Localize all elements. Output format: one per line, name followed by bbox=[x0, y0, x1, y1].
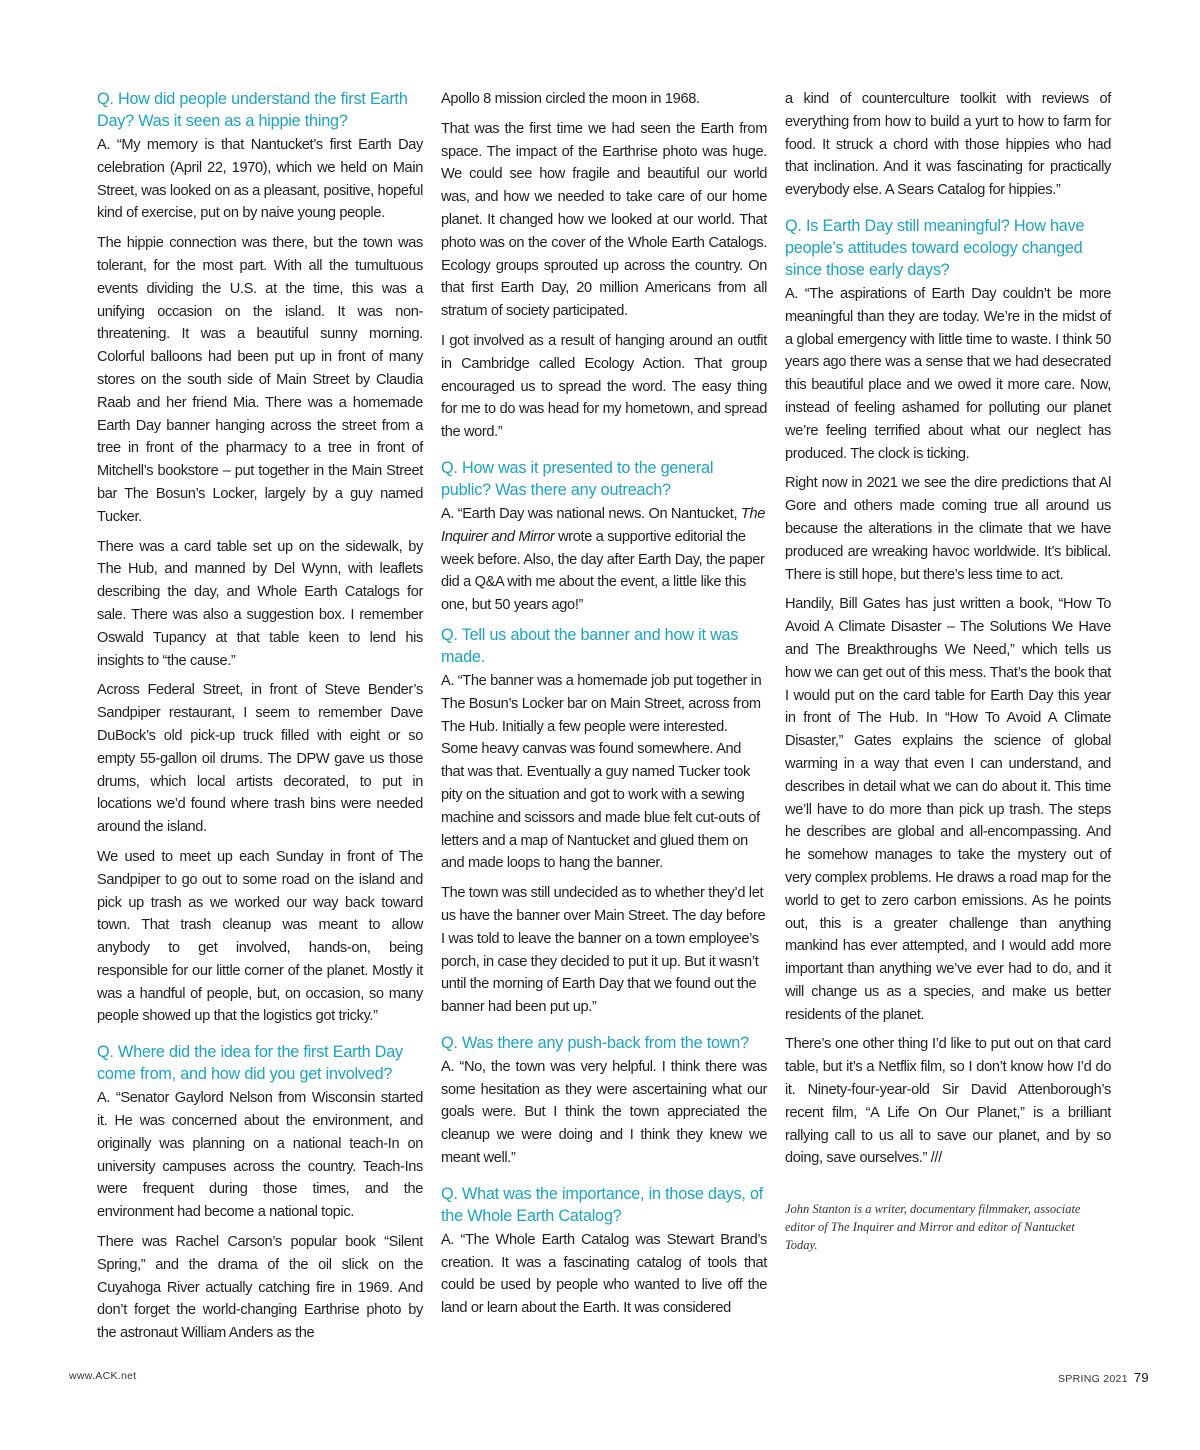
body-paragraph: There’s one other thing I’d like to put out on that card table, but it’s a Netflix film, so I don’t know how I’d do it. Ninety-four-year-old Sir David Attenborough’s recent film, “A Life On Our Planet,” is a brilliant rallying call to us all to save our planet, and by so doing, save ourselves.” /// bbox=[785, 1036, 1111, 1167]
body-paragraph: Apollo 8 mission circled the moon in 1968. bbox=[441, 91, 700, 107]
answer-text: A. “Earth Day was national news. On Nantucket, bbox=[441, 505, 741, 522]
article-column-1 bbox=[97, 88, 423, 1352]
footer-website: www.ACK.net bbox=[69, 1370, 137, 1382]
answer-paragraph: A. “The Whole Earth Catalog was Stewart Brand’s creation. It was a fascinating catalog of tools that could be used by people who wanted to live off the land or learn about the Earth. It was considered bbox=[441, 1231, 767, 1317]
body-paragraph: Right now in 2021 we see the dire predictions that Al Gore and others made coming true all around us because the alterations in the climate that we have produced are wreaking havoc worldwide. It’s biblical. There is still hope, but there’s less time to act. bbox=[785, 475, 1111, 583]
answer-paragraph: A. “The banner was a homemade job put together in The Bosun’s Locker bar on Main Street, across from The Hub. Initially a few people were interested. Some heavy canvas was found somewhere. And that was that. Eventually a guy named Tucker took pity on the situation and got to work with a sewing machine and scissors and made blue felt cut-outs of letters and a map of Nantucket and glued them on and made loops to hang the banner. bbox=[441, 672, 762, 872]
article-column-3 bbox=[785, 88, 1111, 1254]
page-number: 79 bbox=[1133, 1370, 1149, 1385]
body-paragraph: There was Rachel Carson’s popular book “Silent Spring,” and the drama of the oil slick on the Cuyahoga River actually catching fire in 1969. And don’t forget the world-changing Earthrise photo by the astronaut William Anders as the bbox=[97, 1234, 423, 1342]
question-heading: Q. How did people understand the first Earth Day? Was it seen as a hippie thing? bbox=[97, 90, 408, 130]
body-paragraph: There was a card table set up on the sidewalk, by The Hub, and manned by Del Wynn, with leaflets describing the day, and Whole Earth Catalogs for sale. There was also a suggestion box. I remember Oswald Tupancy at that table keen to lend his insights to “the cause.” bbox=[97, 538, 423, 669]
body-paragraph: Handily, Bill Gates has just written a book, “How To Avoid A Climate Disaster – The Solutions We Have and The Breakthroughs We Need,” which tells us how we can get out of this mess. That’s the book that I would put on the card table for Earth Day this year in front of The Hub. In “How To Avoid A Climate Disaster,” Gates explains the science of global warming in a way that even I can understand, and describes in detail what we can do about it. This time we’ll have to do more than pick up trash. The steps he describes are global and all-encompassing. And he somehow manages to take the mystery out of very complex problems. He draws a road map for the world to get to zero carbon emissions. As he points out, this is a greater challenge than anything mankind has ever attempted, and I would add more important than anything we’ve ever had to do, and it will change us as a species, and make us better residents of the planet. bbox=[785, 596, 1111, 1023]
answer-paragraph: A. “Senator Gaylord Nelson from Wisconsin started it. He was concerned about the environment, and originally was planning on a national teach-In on university campuses across the country. Teach-Ins were frequent during those times, and the environment had become a national topic. bbox=[97, 1090, 423, 1221]
body-paragraph: We used to meet up each Sunday in front of The Sandpiper to go out to some road on the island and pick up trash as we worked our way back toward town. That trash cleanup was meant to allow anybody to get involved, hands-on, being responsible for our little corner of the planet. Mostly it was a handful of people, but, on occasion, so many people showed up that the logistics got tricky.” bbox=[97, 848, 423, 1025]
article-column-2 bbox=[441, 88, 767, 1327]
publication-title: The Inquirer and Mirror bbox=[441, 505, 766, 545]
body-paragraph: Across Federal Street, in front of Steve Bender’s Sandpiper restaurant, I seem to remember Dave DuBock’s old pick-up truck filled with eight or so empty 55-gallon oil drums. The DPW gave us those drums, which local artists decorated, to put in locations we’d found where trash bins were needed around the island. bbox=[97, 682, 423, 836]
question-heading: Q. Where did the idea for the first Earth Day come from, and how did you get involved? bbox=[97, 1043, 403, 1084]
answer-paragraph: A. “The aspirations of Earth Day couldn’t be more meaningful than they are today. We’re in the midst of a global emergency with little time to waste. I think 50 years ago there was a sense that we had desecrated this beautiful place and we owed it more care. Now, instead of feeling ashamed for polluting our planet we’re feeling terrified about what our neglect has produced. The clock is ticking. bbox=[785, 285, 1111, 462]
body-paragraph: The town was still undecided as to whether they’d let us have the banner over Main Street. The day before I was told to leave the banner on a town employee’s porch, in case they decided to put it up. But it wasn’t until the morning of Earth Day that we found out the banner had been put up.” bbox=[441, 885, 766, 1016]
body-paragraph: a kind of counterculture toolkit with reviews of everything from how to build a yurt to how to farm for food. It struck a chord with those hippies who had that inclination. And it was fascinating for practically everybody else. A Sears Catalog for hippies.” bbox=[785, 91, 1111, 199]
footer-page-info bbox=[1058, 1370, 1149, 1385]
answer-paragraph: A. “No, the town was very helpful. I think there was some hesitation as they were ascertaining what our goals were. But I think the town appreciated the cleanup we were doing and I think they knew we meant well.” bbox=[441, 1058, 767, 1167]
body-paragraph: I got involved as a result of hanging around an outfit in Cambridge called Ecology Action. That group encouraged us to spread the word. The easy thing for me to do was head for my hometown, and spread the word.” bbox=[441, 332, 767, 441]
question-heading: Q. Is Earth Day still meaningful? How have people’s attitudes toward ecology changed since those early days? bbox=[785, 216, 1085, 279]
question-heading: Q. How was it presented to the general public? Was there any outreach? bbox=[441, 458, 714, 499]
body-paragraph: That was the first time we had seen the Earth from space. The impact of the Earthrise photo was huge. We could see how fragile and beautiful our world was, and how we needed to take care of our home planet. It changed how we looked at our world. That photo was on the cover of the Whole Earth Catalogs. Ecology groups sprouted up across the country. On that first Earth Day, 20 million Americans from all stratum of society participated. bbox=[441, 120, 767, 320]
answer-paragraph bbox=[441, 503, 767, 617]
author-bio: John Stanton is a writer, documentary filmmaker, associate editor of The Inquirer and Mirror and editor of Nantucket Today. bbox=[785, 1202, 1081, 1253]
answer-text: wrote a supportive editorial the week before. Also, the day after Earth Day, the paper did a Q&A with me about the event, a little like this one, but 50 years ago!” bbox=[441, 528, 765, 614]
body-paragraph: The hippie connection was there, but the town was tolerant, for the most part. With all the tumultuous events dividing the U.S. at the time, this was a unifying occasion on the island. It was non-threatening. It was a beautiful sunny morning. Colorful balloons had been put up in front of many stores on the south side of Main Street by Claudia Raab and her friend Mia. There was a homemade Earth Day banner hanging across the street from a tree in front of the pharmacy to a tree in front of Mitchell’s bookstore – put together in the Main Street bar The Bosun’s Locker, largely by a guy named Tucker. bbox=[97, 235, 423, 525]
question-heading: Q. Tell us about the banner and how it was made. bbox=[441, 625, 739, 666]
issue-label: SPRING 2021 bbox=[1058, 1373, 1128, 1385]
question-heading: Q. What was the importance, in those days, of the Whole Earth Catalog? bbox=[441, 1184, 764, 1225]
answer-paragraph: A. “My memory is that Nantucket’s first Earth Day celebration (April 22, 1970), which we held on Main Street, was looked on as a pleasant, positive, hopeful kind of exercise, put on by naive young people. bbox=[97, 137, 423, 222]
question-heading: Q. Was there any push-back from the town? bbox=[441, 1033, 749, 1052]
